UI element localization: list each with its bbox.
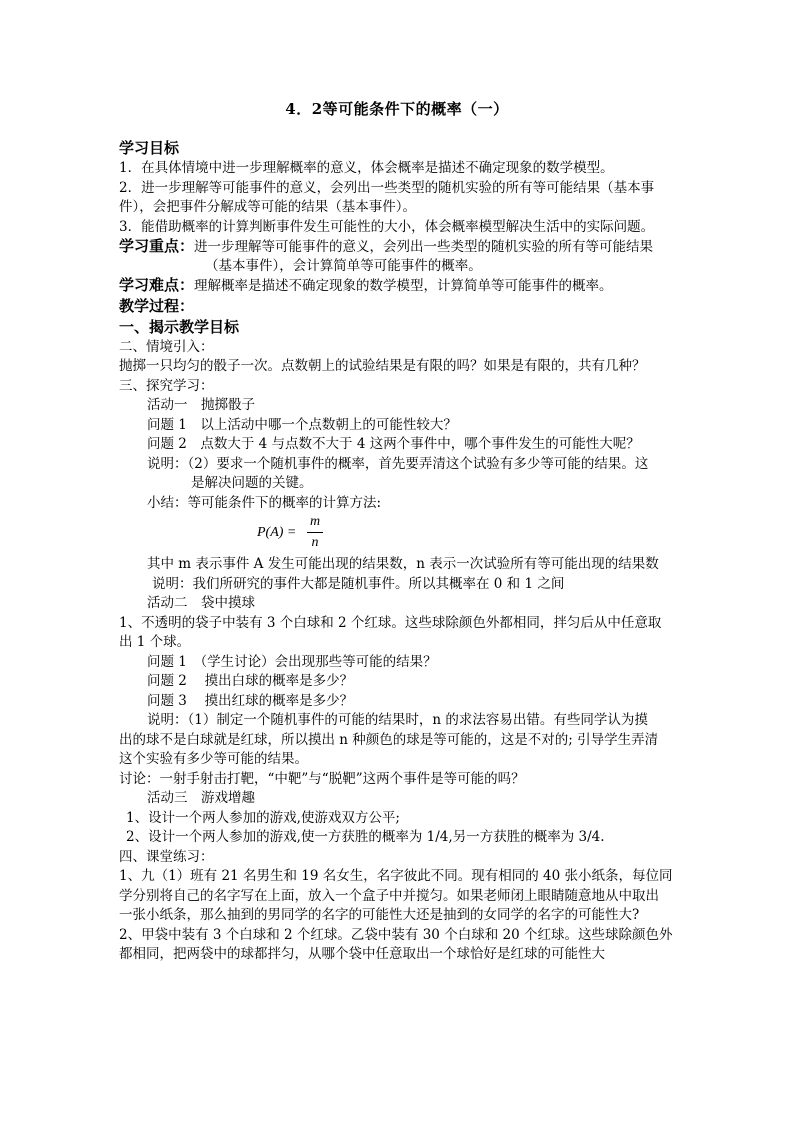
formula-lhs: P(A) = — [257, 525, 297, 540]
goal-item-1: 1．在具体情境中进一步理解概率的意义，体会概率是描述不确定现象的数学模型。 — [119, 160, 614, 176]
activity-2-problem: 1、不透明的袋子中装有 3 个白球和 2 个红球。这些球除颜色外都相同，拌匀后从中任意取 — [119, 614, 662, 631]
activity-2-note: 说明：（1）制定一个随机事件的可能的结果时，n 的求法容易出错。有些同学认为摸 — [147, 712, 648, 728]
discussion: 讨论：一射手射击打靶，“中靶”与“脱靶”这两个事件是等可能的吗？ — [119, 770, 525, 787]
key-point-cont: （基本事件），会计算简单等可能事件的概率。 — [205, 257, 482, 274]
process-heading: 教学过程： — [119, 296, 195, 315]
activity-2-note-cont: 出的球不是白球就是红球，所以摸出 n 种颜色的球是等可能的，这是不对的; 引导学生弄清 — [119, 731, 659, 748]
activity-1-note-cont: 是解决问题的关键。 — [191, 475, 313, 491]
activity-2-title: 活动二 袋中摸球 — [147, 595, 255, 611]
activity-3-title: 活动三 游戏增趣 — [147, 790, 255, 806]
section-2-text: 抛掷一只均匀的骰子一次。点数朝上的试验结果是有限的吗？如果是有限的，共有几种？ — [119, 358, 646, 374]
activity-2-question-2: 问题 2 摸出白球的概率是多少？ — [147, 673, 354, 689]
difficulty — [119, 276, 679, 296]
section-1-heading: 一、揭示教学目标 — [119, 317, 240, 336]
key-point-text: 进一步理解等可能事件的意义，会列出一些类型的随机实验的所有等可能结果 — [194, 239, 654, 255]
formula-denominator: n — [311, 535, 319, 550]
activity-2-question-3: 问题 3 摸出红球的概率是多少？ — [147, 692, 354, 709]
activity-1-summary: 小结：等可能条件下的概率的计算方法: — [147, 494, 382, 511]
key-point-label: 学习重点： — [119, 237, 195, 255]
section-4-heading: 四、课堂练习： — [119, 848, 214, 865]
activity-3-item-2: 2、设计一个两人参加的游戏,使一方获胜的概率为 1/4,另一方获胜的概率为 3/4. — [126, 829, 605, 845]
activity-2-problem-cont: 出 1 个球。 — [119, 634, 191, 650]
exercise-2-cont: 都相同，把两袋中的球都拌匀，从哪个袋中任意取出一个球恰好是红球的可能性大 — [119, 946, 605, 962]
activity-2-note-end: 这个实验有多少等可能的结果。 — [119, 751, 308, 767]
activity-2-question-1: 问题 1 （学生讨论）会出现那些等可能的结果？ — [147, 653, 437, 670]
exercise-1-cont: 学分别将自己的名字写在上面，放入一个盒子中并搅匀。如果老师闭上眼睛随意地从中取出 — [119, 887, 659, 904]
activity-1-note: 说明：（2）要求一个随机事件的概率，首先要弄清这个试验有多少等可能的结果。这 — [147, 455, 649, 472]
activity-1-question-1: 问题 1 以上活动中哪一个点数朝上的可能性较大？ — [147, 416, 457, 433]
section-2-heading: 二、情境引入： — [119, 338, 214, 355]
goal-item-2-cont: 件），会把事件分解成等可能的结果（基本事件）。 — [119, 199, 416, 215]
exercise-1-end: 一张小纸条，那么抽到的男同学的名字的可能性大还是抽到的女同学的名字的可能性大? — [119, 907, 640, 923]
key-point — [119, 237, 679, 257]
page-title: 4．2等可能条件下的概率（一） — [285, 100, 509, 118]
exercise-1: 1、九（1）班有 21 名男生和 19 名女生，名字彼此不同。现有相同的 40 张小纸条，每位同 — [119, 868, 673, 884]
difficulty-text: 理解概率是描述不确定现象的数学模型，计算简单等可能事件的概率。 — [194, 278, 613, 294]
formula-explanation: 其中 m 表示事件 A 发生可能出现的结果数，n 表示一次试验所有等可能出现的结果数 — [147, 556, 659, 572]
difficulty-label: 学习难点： — [119, 276, 195, 294]
goal-item-3: 3．能借助概率的计算判断事件发生可能性的大小，体会概率模型解决生活中的实际问题。 — [119, 218, 655, 235]
goal-item-2: 2．进一步理解等可能事件的意义，会列出一些类型的随机实验的所有等可能结果（基本事 — [119, 179, 655, 196]
activity-3-item-1: 1、设计一个两人参加的游戏,使游戏双方公平; — [126, 809, 400, 826]
section-3-heading: 三、探究学习： — [119, 377, 214, 394]
document-body — [119, 138, 679, 965]
probability-formula — [257, 513, 679, 555]
formula-note: 说明：我们所研究的事件大都是随机事件。所以其概率在 0 和 1 之间 — [152, 575, 565, 592]
exercise-2: 2、甲袋中装有 3 个白球和 2 个红球。乙袋中装有 30 个白球和 20 个红球。这些球除颜色外 — [119, 926, 673, 943]
formula-fraction — [307, 513, 323, 552]
activity-1-question-2: 问题 2 点数大于 4 与点数不大于 4 这两个事件中，哪个事件发生的可能性大呢？ — [147, 436, 640, 452]
activity-1-title: 活动一 抛掷骰子 — [147, 397, 255, 413]
formula-numerator: m — [309, 514, 321, 529]
fraction-bar — [307, 532, 323, 533]
goals-heading: 学习目标 — [119, 139, 180, 157]
